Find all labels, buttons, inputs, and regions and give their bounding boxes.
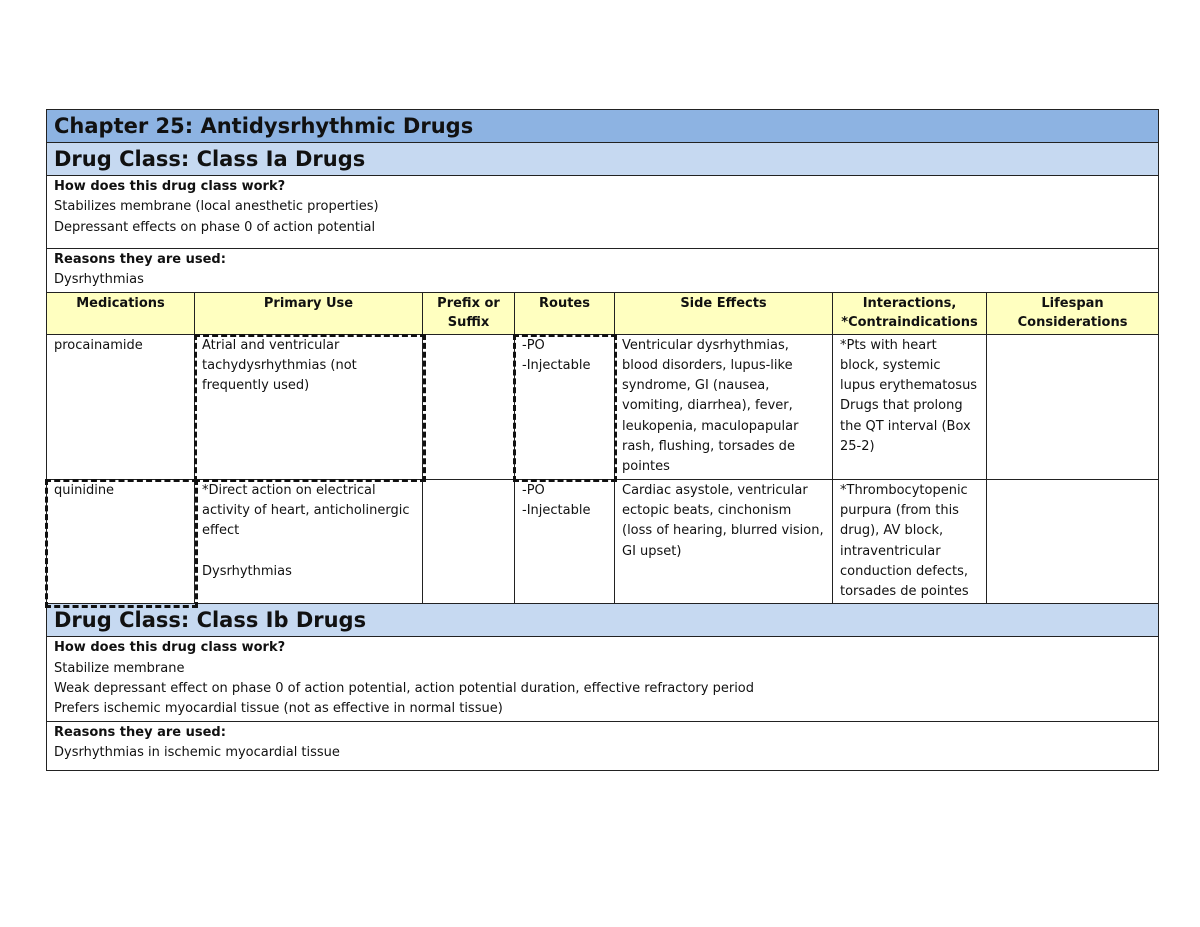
drug-table <box>46 109 1159 771</box>
drug-row-quinidine <box>47 479 1159 604</box>
medication-cell: quinidine <box>47 479 195 604</box>
routes-cell: -PO -Injectable <box>515 334 615 479</box>
class-ia-how-question: How does this drug class work? <box>54 179 286 194</box>
class-ia-how-cell <box>47 176 1159 249</box>
routes-cell: -PO -Injectable <box>515 479 615 604</box>
class-ib-how-line: Prefers ischemic myocardial tissue (not as effective in normal tissue) <box>54 701 503 717</box>
class-ib-how-cell <box>47 637 1159 721</box>
class-ia-header-row <box>47 143 1159 176</box>
class-ib-reasons-cell <box>47 721 1159 770</box>
lifespan-cell <box>987 334 1159 479</box>
col-header-primary-use: Primary Use <box>195 292 423 334</box>
class-ib-title: Drug Class: Class Ib Drugs <box>47 604 1159 637</box>
class-ib-reasons-row <box>47 721 1159 770</box>
interactions-cell: *Pts with heart block, systemic lupus erythematosus Drugs that prolong the QT interval (Box 25-2) <box>833 334 987 479</box>
col-header-prefix-suffix: Prefix or Suffix <box>423 292 515 334</box>
class-ib-how-question: How does this drug class work? <box>54 640 286 656</box>
class-ib-reasons-question: Reasons they are used: <box>54 724 226 740</box>
primary-use-cell: Atrial and ventricular tachydysrhythmias (not frequently used) <box>195 334 423 479</box>
side-effects-cell: Ventricular dysrhythmias, blood disorders, lupus-like syndrome, GI (nausea, vomiting, diarrhea), fever, leukopenia, maculopapular rash, flushing, torsades de pointes <box>615 334 833 479</box>
class-ia-reasons-cell <box>47 249 1159 293</box>
primary-use-cell: *Direct action on electrical activity of heart, anticholinergic effect Dysrhythmias <box>195 479 423 604</box>
class-ib-how-line: Weak depressant effect on phase 0 of action potential, action potential duration, effective refractory period <box>54 681 755 697</box>
col-header-lifespan: Lifespan Considerations <box>987 292 1159 334</box>
class-ia-how-row <box>47 176 1159 249</box>
class-ia-reasons-question: Reasons they are used: <box>54 252 226 267</box>
class-ia-reasons-row <box>47 249 1159 293</box>
chapter-title-row <box>47 110 1159 143</box>
col-header-side-effects: Side Effects <box>615 292 833 334</box>
class-ib-how-row <box>47 637 1159 721</box>
lifespan-cell <box>987 479 1159 604</box>
interactions-cell: *Thrombocytopenic purpura (from this drug), AV block, intraventricular conduction defects, torsades de pointes <box>833 479 987 604</box>
class-ib-reasons-line: Dysrhythmias in ischemic myocardial tissue <box>54 744 340 760</box>
prefix-cell <box>423 479 515 604</box>
class-ia-how-line: Stabilizes membrane (local anesthetic properties) <box>54 199 379 215</box>
prefix-cell <box>423 334 515 479</box>
class-ia-title: Drug Class: Class Ia Drugs <box>47 143 1159 176</box>
chapter-title: Chapter 25: Antidysrhythmic Drugs <box>47 110 1159 143</box>
medication-cell: procainamide <box>47 334 195 479</box>
class-ib-how-line: Stabilize membrane <box>54 660 185 676</box>
column-header-row <box>47 292 1159 334</box>
col-header-routes: Routes <box>515 292 615 334</box>
class-ib-header-row <box>47 604 1159 637</box>
class-ia-reasons-line: Dysrhythmias <box>54 272 144 288</box>
side-effects-cell: Cardiac asystole, ventricular ectopic beats, cinchonism (loss of hearing, blurred vision, GI upset) <box>615 479 833 604</box>
col-header-medications: Medications <box>47 292 195 334</box>
class-ia-how-line: Depressant effects on phase 0 of action potential <box>54 219 376 235</box>
drug-row-procainamide <box>47 334 1159 479</box>
col-header-interactions: Interactions, *Contraindications <box>833 292 987 334</box>
